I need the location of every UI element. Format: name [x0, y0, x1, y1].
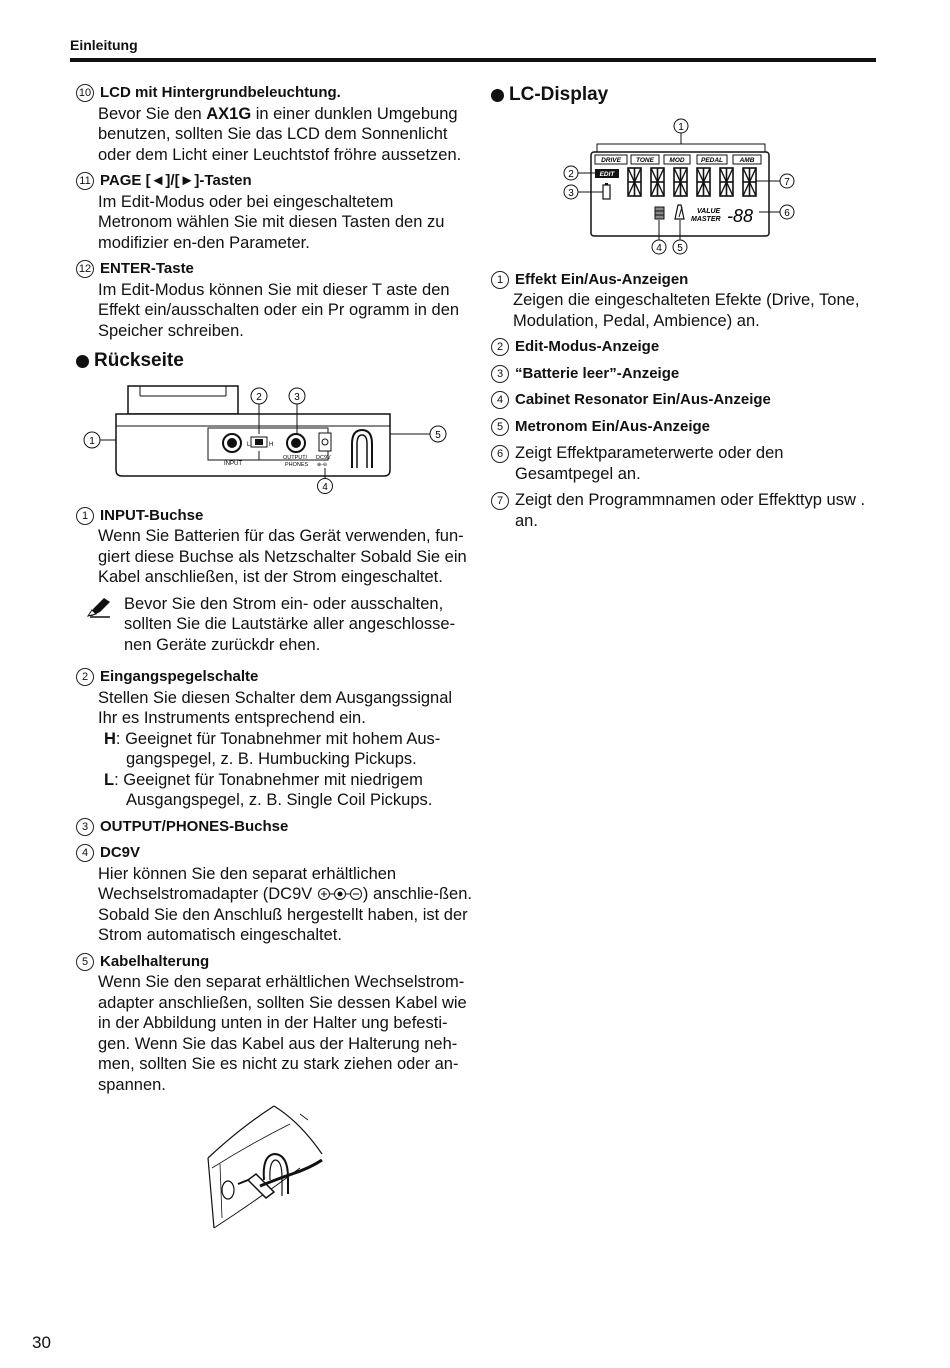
svg-text:⊕-⊖: ⊕-⊖ [317, 461, 328, 468]
item-enter-key [76, 259, 472, 341]
item-title: Eingangspegelschalte [100, 668, 259, 685]
switch-h-label: H [269, 441, 274, 448]
lcd-item-cabinet-indicator [491, 390, 883, 411]
callout-7: 7 [784, 176, 790, 188]
section-heading-rear: Rückseite [76, 351, 472, 372]
item-number: 3 [491, 365, 509, 383]
cabinet-icon [655, 207, 664, 219]
rear-panel-figure [76, 382, 466, 494]
item-title: OUTPUT/PHONES-Buchse [100, 817, 289, 835]
value-digits: -88 [727, 205, 754, 226]
item-cable-holder [76, 952, 472, 1096]
left-column [76, 83, 472, 1101]
item-number: 6 [491, 445, 509, 463]
callout-5: 5 [677, 242, 683, 254]
cable-holder-illustration [200, 1098, 330, 1234]
bullet-dot-icon [491, 89, 504, 102]
header-rule [70, 58, 876, 62]
lcd-item-edit-indicator [491, 337, 883, 358]
item-title: ENTER-Taste [100, 260, 194, 277]
callout-5: 5 [435, 429, 441, 441]
item-title: Metronom Ein/Aus-Anzeige [515, 417, 711, 435]
callout-3: 3 [568, 187, 574, 199]
lcd-item-effect-indicators [491, 270, 883, 332]
polarity-icon [317, 887, 363, 901]
item-text: Zeigt den Programmnamen oder Effekttyp usw . an. [515, 491, 866, 530]
lcd-item-value-display [491, 443, 883, 484]
callout-2: 2 [256, 391, 262, 403]
lcd-item-metronome-indicator [491, 417, 883, 438]
item-number: 7 [491, 492, 509, 510]
output-label-2: PHONES [285, 461, 309, 468]
edit-indicator: EDIT [599, 170, 615, 178]
item-output-jack [76, 817, 472, 838]
callout-1: 1 [89, 435, 95, 447]
item-title: “Batterie leer”-Anzeige [515, 364, 680, 382]
item-number: 1 [76, 507, 94, 525]
caution-note [76, 594, 472, 656]
item-title: PAGE [◄]/[►]-Tasten [100, 172, 252, 189]
svg-text:AMB: AMB [739, 156, 755, 164]
item-title: Effekt Ein/Aus-Anzeigen [515, 270, 689, 288]
item-number: 2 [76, 668, 94, 686]
item-body: Stellen Sie diesen Schalter dem Ausgangssignal Ihr es Instruments entsprechend ein. [98, 688, 453, 727]
right-column [491, 83, 883, 537]
item-input-jack [76, 506, 472, 588]
item-title: INPUT-Buchse [100, 506, 204, 524]
setting-h: H: Geeignet für Tonabnehmer mit hohem Aus-gangspegel, z. B. Humbucking Pickups. [104, 729, 441, 768]
callout-6: 6 [784, 207, 790, 219]
segment-pedal [697, 155, 727, 164]
item-level-switch [76, 667, 472, 811]
item-page-keys [76, 171, 472, 253]
output-label-1: OUTPUT/ [283, 454, 308, 461]
item-number: 5 [491, 418, 509, 436]
item-title: Cabinet Resonator Ein/Aus-Anzeige [515, 391, 771, 408]
item-body: Wenn Sie den separat erhältlichen Wechselstrom-adapter anschließen, sollten Sie dessen Kabel wie in der Abbildung unten in der Halter ung befesti-gen. Wenn Sie das Kabel aus der Halterung neh-men, sollten Sie es nicht zu stark ziehen oder an-spannen. [98, 973, 467, 1094]
battery-icon [603, 185, 610, 199]
item-number: 4 [491, 391, 509, 409]
caution-pencil-icon [86, 596, 112, 618]
item-number: 1 [491, 271, 509, 289]
setting-l: L: Geeignet für Tonabnehmer mit niedrigem Ausgangspegel, z. B. Single Coil Pickups. [104, 770, 433, 809]
segment-amb [733, 155, 761, 164]
item-number: 2 [491, 338, 509, 356]
item-body: Hier können Sie den separat erhältlichen Wechselstromadapter (DC9V ) anschlie-ßen. Sobald Sie den Anschluß hergestellt haben, ist der Strom automatisch eingeschaltet. [98, 864, 472, 944]
lcd-item-battery-indicator [491, 364, 883, 385]
item-title: Kabelhalterung [100, 952, 210, 970]
item-lcd-backlight [76, 83, 472, 165]
item-text: Zeigt Effektparameterwerte oder den Gesamtpegel an. [515, 444, 784, 483]
switch-l-label: L [247, 441, 251, 448]
item-body: Bevor Sie den AX1G in einer dunklen Umgebung benutzen, sollten Sie das LCD dem Sonnenlicht oder dem Licht einer Leuchtstof fröhre aussetzen. [98, 104, 462, 164]
callout-1: 1 [678, 121, 684, 133]
svg-text:TONE: TONE [636, 156, 654, 164]
segment-mod [664, 155, 690, 164]
svg-text:PEDAL: PEDAL [700, 156, 724, 164]
item-dc-jack [76, 843, 472, 946]
running-header: Einleitung [70, 37, 138, 53]
item-title: LCD mit Hintergrundbeleuchtung. [100, 84, 341, 101]
item-number: 3 [76, 818, 94, 836]
item-title: DC9V [100, 844, 141, 861]
note-text: Bevor Sie den Strom ein- oder ausschalten, sollten Sie die Lautstärke aller angeschlosse-nen Geräte zurückdr ehen. [124, 594, 456, 654]
item-number: 12 [76, 260, 94, 278]
item-body: Zeigen die eingeschalteten Efekte (Drive, Tone, Modulation, Pedal, Ambience) an. [513, 291, 860, 330]
section-heading-lcd: LC-Display [491, 85, 883, 106]
callout-2: 2 [568, 168, 574, 180]
item-body: Wenn Sie Batterien für das Gerät verwenden, fun-giert diese Buchse als Netzschalter Sobald Sie ein Kabel anschließen, ist der Strom eingeschaltet. [98, 527, 467, 586]
lcd-display-figure [491, 116, 881, 256]
dc-label: DC9V [316, 454, 331, 461]
callout-4: 4 [322, 481, 328, 493]
callout-3: 3 [294, 391, 300, 403]
segment-tone [631, 155, 659, 164]
page-number: 30 [32, 1333, 51, 1352]
bullet-dot-icon [76, 355, 89, 368]
item-number: 5 [76, 953, 94, 971]
item-number: 10 [76, 84, 94, 102]
value-label: VALUE [697, 207, 721, 215]
master-label: MASTER [691, 215, 721, 223]
svg-text:MOD: MOD [669, 156, 685, 164]
callout-4: 4 [656, 242, 662, 254]
segment-drive [595, 155, 627, 164]
item-title: Edit-Modus-Anzeige [515, 338, 660, 355]
svg-text:DRIVE: DRIVE [601, 156, 621, 164]
item-body: Im Edit-Modus können Sie mit dieser T aste den Effekt ein/ausschalten oder ein Pr ogramm in den Speicher schreiben. [98, 280, 460, 340]
input-label: INPUT [224, 460, 242, 467]
item-number: 4 [76, 844, 94, 862]
item-number: 11 [76, 172, 94, 190]
model-name: AX1G [206, 104, 252, 123]
item-body: Im Edit-Modus oder bei eingeschaltetem Metronom wählen Sie mit diesen Tasten den zu modifizier en-den Parameter. [98, 192, 445, 252]
lcd-item-name-display [491, 490, 883, 531]
